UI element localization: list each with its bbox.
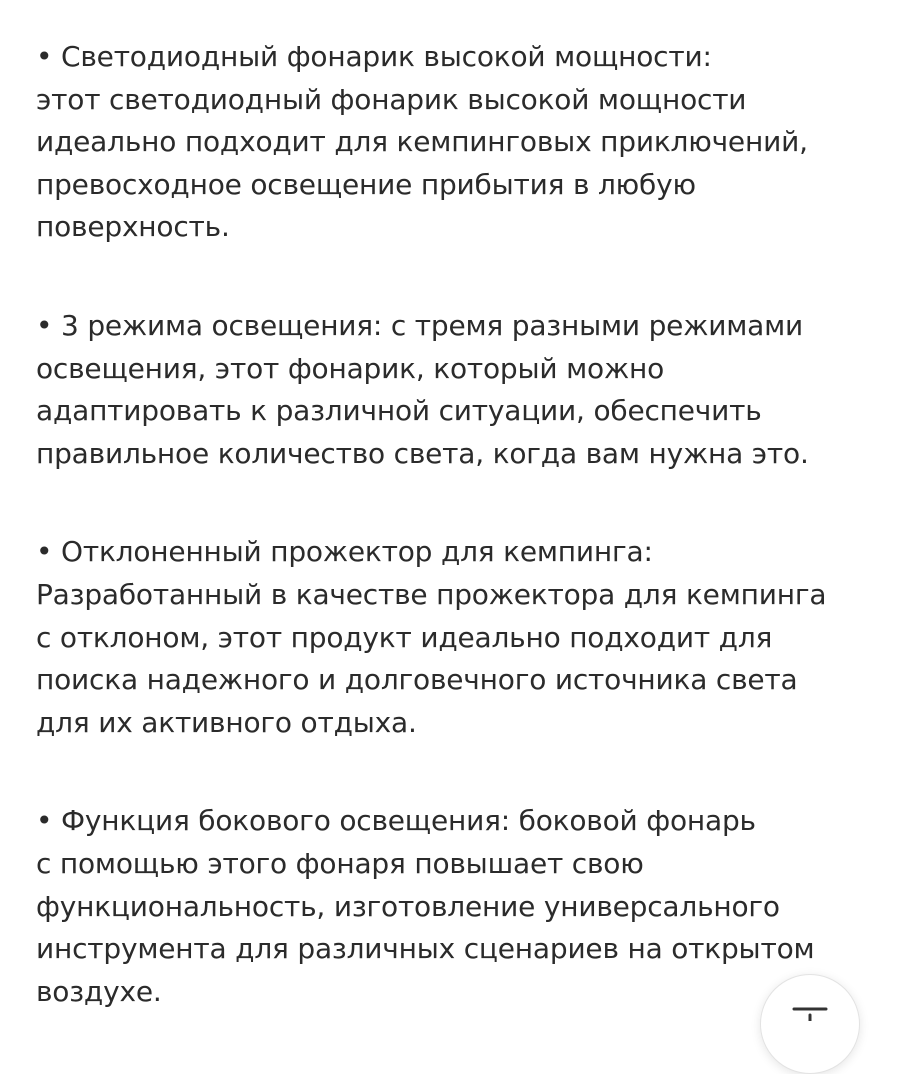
feature-paragraph: • Функция бокового освещения: боковой фонарь с помощью этого фонаря повышает свою функциональность, изготовление универсального инструмента для различных сценариев на открытом воздухе. xyxy=(36,804,815,1008)
product-description xyxy=(36,36,876,1013)
feature-paragraph: • Светодиодный фонарик высокой мощности: этот светодиодный фонарик высокой мощности идеально подходит для кемпинговых приключений, превосходное освещение прибытия в любую поверхность. xyxy=(36,40,808,244)
feature-paragraph: • 3 режима освещения: с тремя разными режимами освещения, этот фонарик, который можно адаптировать к различной ситуации, обеспечить правильное количество света, когда вам нужна это. xyxy=(36,308,809,470)
feature-paragraph: • Отклоненный прожектор для кемпинга: Разработанный в качестве прожектора для кемпинга с отклоном, этот продукт идеально подходит для поиска надежного и долговечного источника света для их активного отдыха. xyxy=(36,535,827,739)
arrow-to-top-icon xyxy=(792,975,828,1073)
scroll-to-top-button[interactable] xyxy=(760,974,860,1074)
